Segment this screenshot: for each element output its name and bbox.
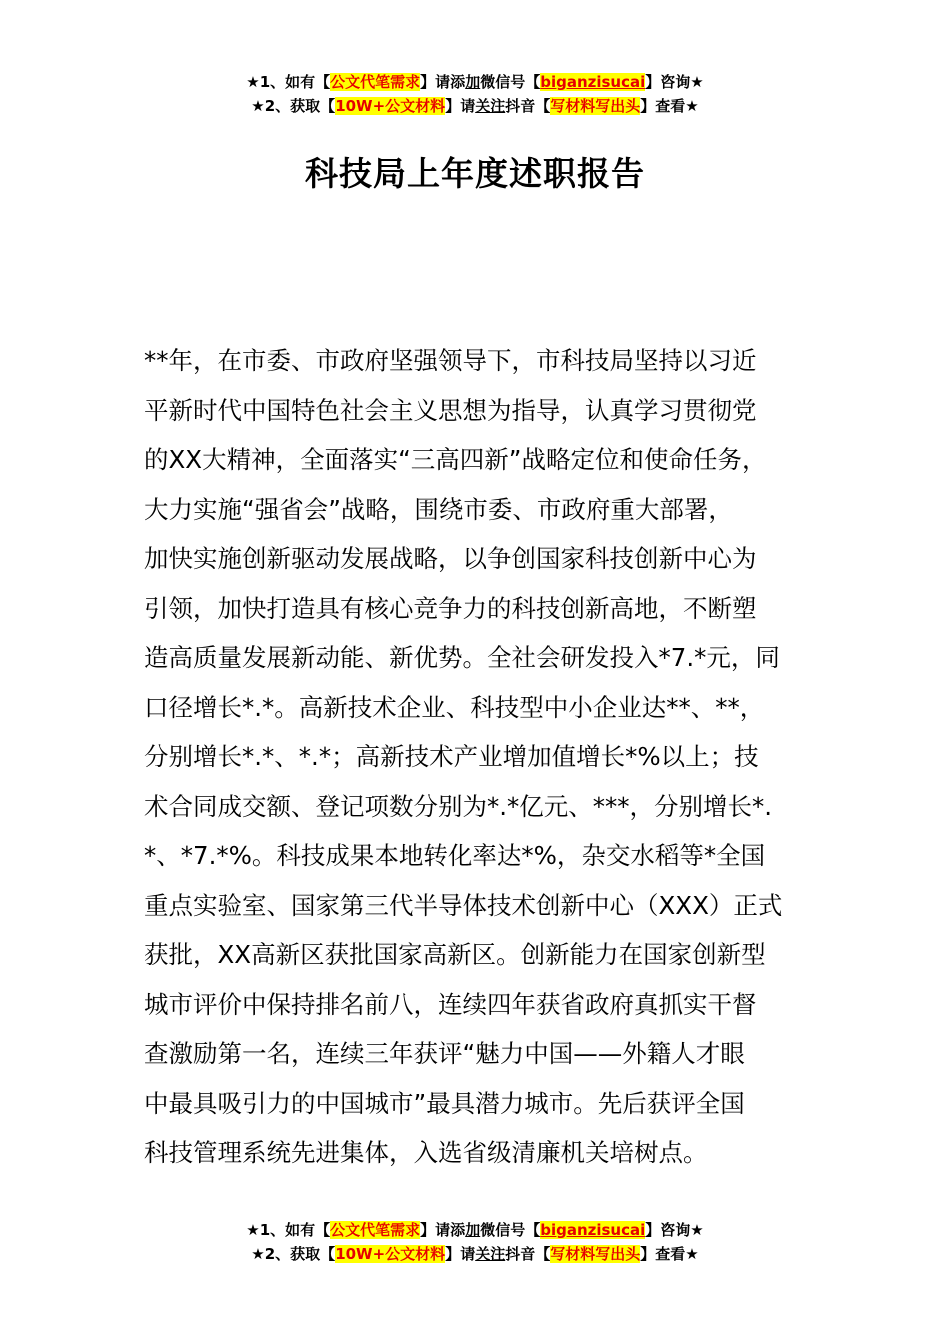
promo-highlight-ghostwriting: 公文代笔需求 [330, 73, 421, 91]
promo-text: 】咨询★ [645, 73, 704, 91]
header-promo-banner [0, 70, 950, 118]
promo-text: 】查看★ [640, 1245, 699, 1263]
footer-promo-banner [0, 1218, 950, 1266]
promo-text: ★2、获取【 [251, 97, 336, 115]
promo-text: ★2、获取【 [251, 1245, 336, 1263]
body-line: 大力实施“强省会”战略，围绕市委、市政府重大部署， [144, 494, 733, 524]
body-line: 术合同成交额、登记项数分别为*.*亿元、***，分别增长*. [144, 791, 773, 821]
promo-text: 】请添 [420, 1221, 466, 1239]
promo-highlight-ghostwriting: 公文代笔需求 [330, 1221, 421, 1239]
body-line: 中最具吸引力的中国城市”最具潜力城市。先后获评全国 [144, 1088, 745, 1118]
document-body [144, 336, 834, 1178]
promo-emphasis: 加 [465, 73, 481, 91]
promo-highlight-douyin: 写材料写出头 [550, 97, 641, 115]
body-line: 获批，XX高新区获批国家高新区。创新能力在国家创新型 [144, 940, 766, 969]
body-line: 分别增长*.*、*.*；高新技术产业增加值增长*%以上；技 [144, 742, 759, 771]
promo-emphasis: 加 [465, 1221, 481, 1239]
body-line: 引领，加快打造具有核心竞争力的科技创新高地，不断塑 [144, 593, 757, 623]
promo-line-2 [0, 1242, 950, 1266]
promo-text: 抖音【 [505, 97, 551, 115]
document-title: 科技局上年度述职报告 [305, 154, 645, 193]
promo-emphasis: 关注 [475, 97, 506, 115]
promo-text: 微信号【 [480, 1221, 541, 1239]
body-line: 平新时代中国特色社会主义思想为指导，认真学习贯彻党 [144, 395, 757, 425]
body-line: **年，在市委、市政府坚强领导下，市科技局坚持以习近 [144, 346, 757, 375]
promo-text: 】请 [445, 97, 476, 115]
promo-text: ★1、如有【 [246, 1221, 331, 1239]
body-line: 加快实施创新驱动发展战略，以争创国家科技创新中心为 [144, 544, 757, 573]
body-line: 重点实验室、国家第三代半导体技术创新中心（XXX）正式 [144, 890, 783, 920]
promo-text: 】请 [445, 1245, 476, 1263]
promo-text: 】咨询★ [645, 1221, 704, 1239]
promo-emphasis: 关注 [475, 1245, 506, 1263]
promo-text: 微信号【 [480, 73, 541, 91]
promo-line-1 [0, 70, 950, 94]
promo-highlight-materials: 10W+公文材料 [335, 1245, 446, 1263]
promo-text: 抖音【 [505, 1245, 551, 1263]
body-line: 科技管理系统先进集体，入选省级清廉机关培树点。 [144, 1138, 708, 1167]
promo-highlight-materials: 10W+公文材料 [335, 97, 446, 115]
promo-text: 】查看★ [640, 97, 699, 115]
promo-text: ★1、如有【 [246, 73, 331, 91]
promo-line-2 [0, 94, 950, 118]
promo-highlight-wechat-id: biganzisucai [540, 1221, 646, 1239]
promo-highlight-douyin: 写材料写出头 [550, 1245, 641, 1263]
promo-line-1 [0, 1218, 950, 1242]
body-line: *、*7.*%。科技成果本地转化率达*%，杂交水稻等*全国 [144, 841, 766, 870]
promo-highlight-wechat-id: biganzisucai [540, 73, 646, 91]
body-line: 造高质量发展新动能、新优势。全社会研发投入*7.*元，同 [144, 643, 780, 672]
body-line: 查激励第一名，连续三年获评“魅力中国——外籍人才眼 [144, 1039, 745, 1068]
body-line: 城市评价中保持排名前八，连续四年获省政府真抓实干督 [144, 989, 757, 1019]
body-line: 口径增长*.*。高新技术企业、科技型中小企业达**、**， [144, 692, 765, 722]
body-line: 的XX大精神，全面落实“三高四新”战略定位和使命任务， [144, 445, 767, 474]
promo-text: 】请添 [420, 73, 466, 91]
